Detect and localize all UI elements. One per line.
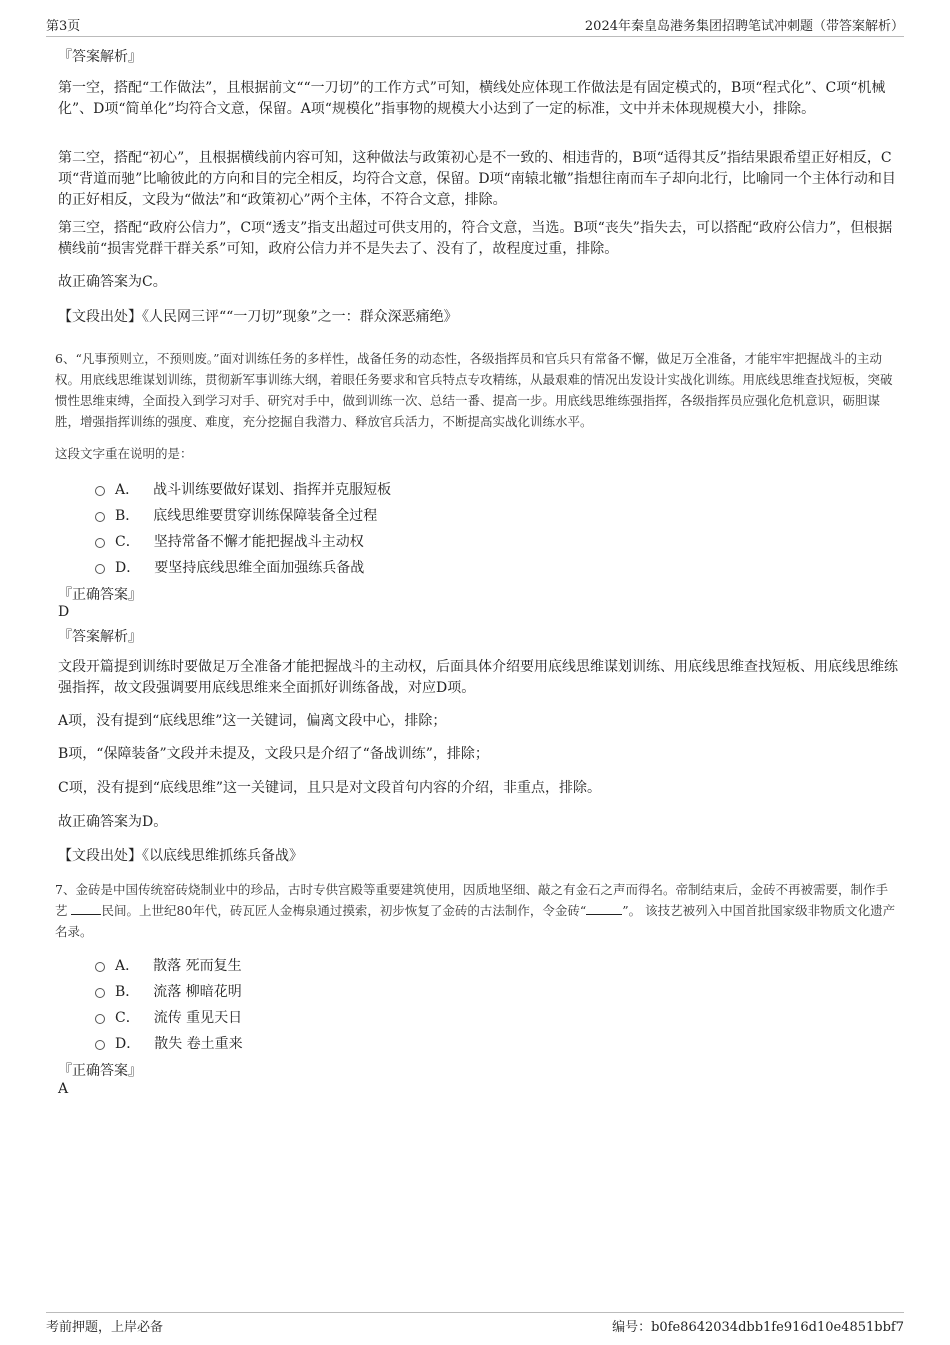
source-citation: 【文段出处】《以底线思维抓练兵备战》 [58,848,303,864]
option-text: 散落 死而复生 [153,958,242,974]
stem-part-3: ”。 该技艺被列入中国首批国家级非物质文化遗产名录。 [55,903,896,939]
option-text: 流传 重见天日 [153,1010,243,1026]
option-letter: C． [115,1010,140,1026]
document-title: 2024年秦皇岛港务集团招聘笔试冲刺题（带答案解析） [584,19,904,34]
option-letter: A． [115,482,140,498]
option-a[interactable] [95,954,242,976]
option-text: 战斗训练要做好谋划、指挥并克服短板 [153,482,392,498]
answer-value: A [58,1081,69,1097]
option-letter: D． [115,560,141,576]
option-a[interactable] [95,478,391,500]
page-number: 第3页 [46,19,81,34]
analysis-label: 『答案解析』 [58,629,142,645]
option-text: 散失 卷土重来 [154,1036,243,1052]
option-b[interactable] [95,980,242,1002]
document-code: 编号：b0fe8642034dbb1fe916d10e4851bbf7 [612,1320,904,1335]
radio-icon[interactable] [95,1014,105,1024]
fill-blank-1 [71,902,101,915]
question-6-stem: 6、“凡事预则立，不预则废。”面对训练任务的多样性，战备任务的动态性，各级指挥员和官兵只有常备不懈，做足万全准备，才能牢牢把握战斗的主动权。用底线思维谋划训练，贯彻新军事训练大纲，着眼任务要求和官兵特点专攻精练，从最艰难的情况出发设计实战化训练。用底线思维查找短板，突破惯性思维束缚，全面投入到学习对手、研究对手中，做到训练一次、总结一番、提高一步。用底线思维练强指挥，各级指挥员应强化危机意识，砺胆谋胜，增强指挥训练的强度、难度，充分挖掘自我潜力、释放官兵活力，不断提高实战化训练水平。 [55,351,893,429]
conclusion: 故正确答案为C。 [58,274,167,290]
radio-icon[interactable] [95,564,105,574]
option-letter: B． [115,984,140,1000]
fill-blank-2 [586,902,622,915]
option-d[interactable] [95,556,364,578]
analysis-label: 『答案解析』 [58,49,142,65]
stem-part-1: 7、金砖是中国传统窑砖烧制业中的珍品，古时专供宫殿等重要建筑使用，因质地坚细、敲之有金石之声而得名。帝制结束后，金砖不再被需要，制作手艺 [55,882,888,918]
option-text: 坚持常备不懈才能把握战斗主动权 [153,534,364,550]
analysis-option-c: C项，没有提到“底线思维”这一关键词，且只是对文段首句内容的介绍，非重点，排除。 [58,780,602,796]
radio-icon[interactable] [95,512,105,522]
question-6-prompt: 这段文字重在说明的是： [55,446,193,461]
analysis-paragraph-3: 第三空，搭配“政府公信力”，C项“透支”指支出超过可供支用的，符合文意，当选。B项“丧失”指失去，可以搭配“政府公信力”，但根据横线前“损害党群干群关系”可知，政府公信力并不是失去了、没有了，故程度过重，排除。 [58,220,893,257]
radio-icon[interactable] [95,486,105,496]
option-d[interactable] [95,1032,243,1054]
answer-value: D [58,604,70,620]
option-text: 流落 柳暗花明 [153,984,242,1000]
analysis-option-a: A项，没有提到“底线思维”这一关键词，偏离文段中心，排除； [58,713,447,729]
option-c[interactable] [95,1006,242,1028]
source-citation: 【文段出处】《人民网三评““一刀切”现象”之一：群众深恶痛绝》 [58,309,458,325]
option-text: 底线思维要贯穿训练保障装备全过程 [153,508,378,524]
conclusion: 故正确答案为D。 [58,814,168,830]
page-footer [46,1312,904,1335]
radio-icon[interactable] [95,1040,105,1050]
question-7-stem [55,879,897,942]
radio-icon[interactable] [95,988,105,998]
analysis-option-b: B项，“保障装备”文段并未提及，文段只是介绍了“备战训练”，排除； [58,746,489,762]
option-letter: B． [115,508,140,524]
answer-label: 『正确答案』 [58,1063,142,1079]
option-letter: C． [115,534,140,550]
answer-label: 『正确答案』 [58,587,142,603]
analysis-paragraph: 文段开篇提到训练时要做足万全准备才能把握战斗的主动权，后面具体介绍要用底线思维谋划训练、用底线思维查找短板、用底线思维练强指挥，故文段强调要用底线思维来全面抓好训练备战，对应D项。 [58,659,898,696]
option-letter: A． [115,958,140,974]
stem-part-2: 民间。上世纪80年代，砖瓦匠人金梅泉通过摸索，初步恢复了金砖的古法制作，令金砖“ [101,903,587,918]
footer-slogan: 考前押题，上岸必备 [46,1320,164,1335]
analysis-paragraph-2: 第二空，搭配“初心”，且根据横线前内容可知，这种做法与政策初心是不一致的、相违背的，B项“适得其反”指结果跟希望正好相反，C项“背道而驰”比喻彼此的方向和目的完全相反，均符合文意，保留。D项“南辕北辙”指想往南而车子却向北行，比喻同一个主体行动和目的正好相反，文段为“做法”和“政策初心”两个主体，不符合文意，排除。 [58,150,896,208]
option-text: 要坚持底线思维全面加强练兵备战 [154,560,365,576]
option-b[interactable] [95,504,377,526]
radio-icon[interactable] [95,962,105,972]
analysis-paragraph-1: 第一空，搭配“工作做法”，且根据前文““一刀切”的工作方式”可知，横线处应体现工作做法是有固定模式的，B项“程式化”、C项“机械化”、D项“简单化”均符合文意，保留。A项“规模化”指事物的规模大小达到了一定的标准，文中并未体现规模大小，排除。 [58,80,886,117]
page-header [46,14,904,37]
option-letter: D． [115,1036,141,1052]
option-c[interactable] [95,530,364,552]
radio-icon[interactable] [95,538,105,548]
